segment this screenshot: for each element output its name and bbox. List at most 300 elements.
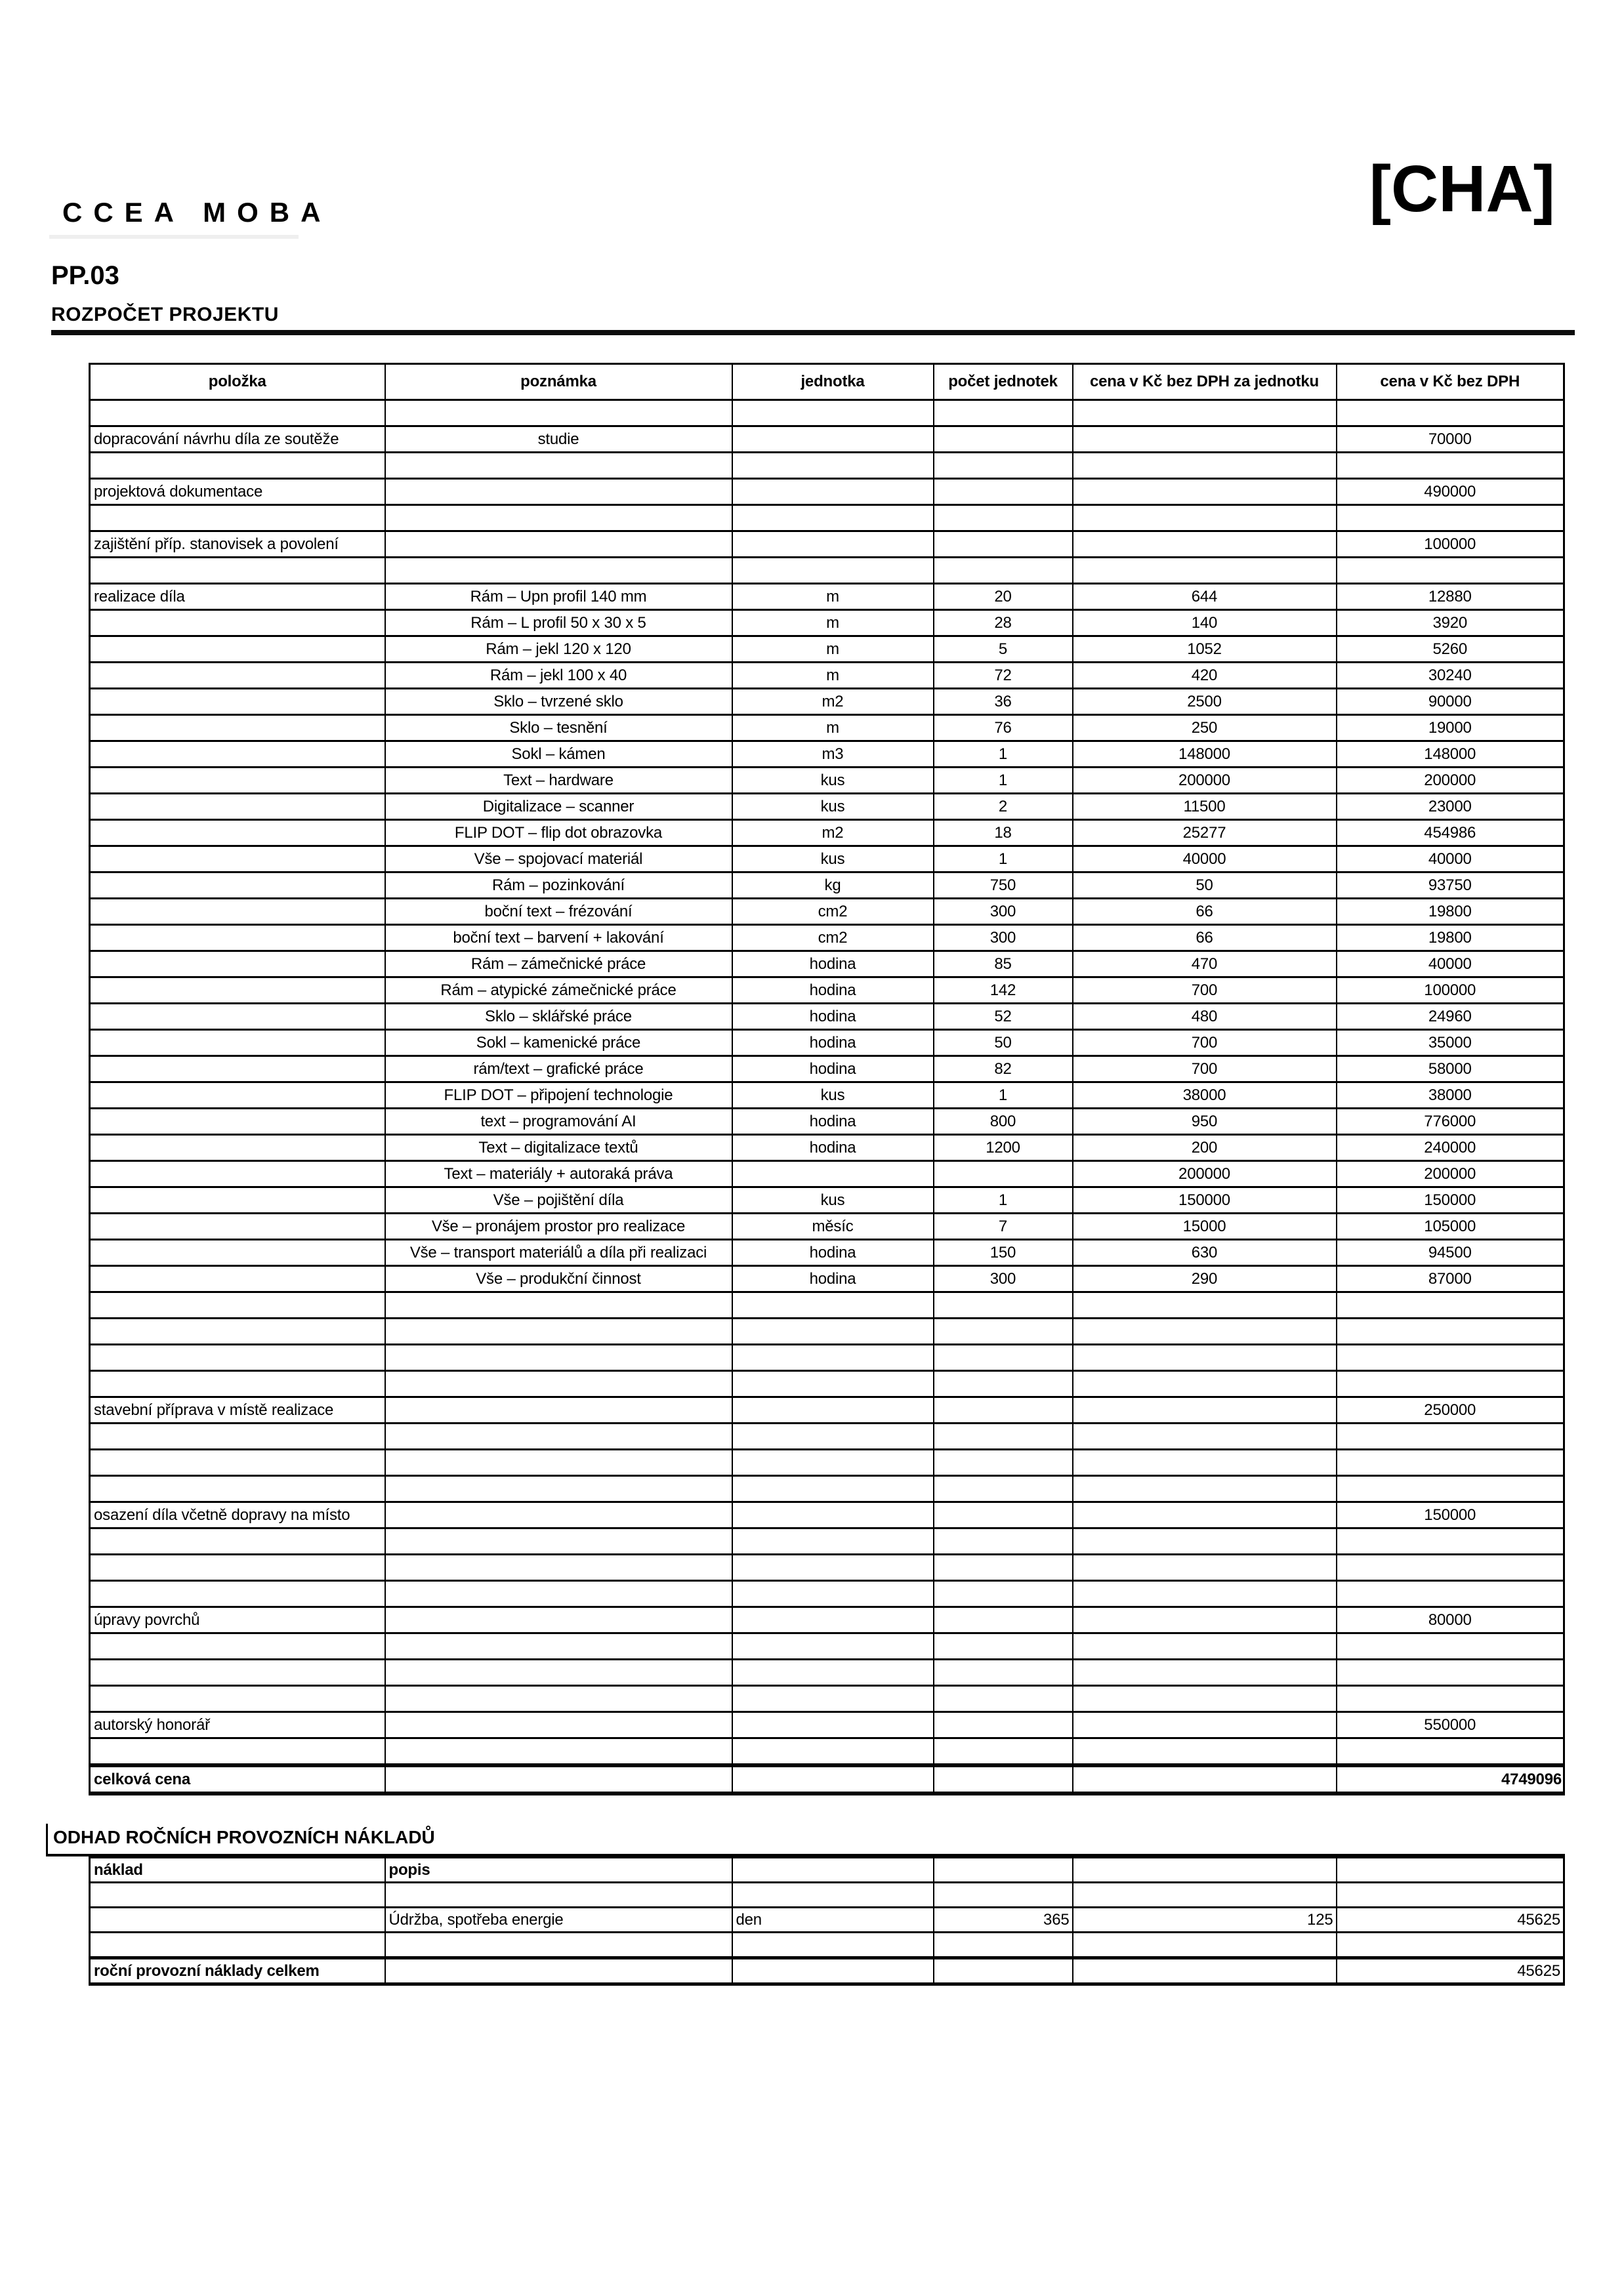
budget-cell <box>90 820 385 846</box>
budget-row <box>90 1056 1564 1082</box>
budget-column-header: cena v Kč bez DPH <box>1337 364 1564 400</box>
budget-cell: cm2 <box>732 925 934 951</box>
budget-cell <box>385 531 732 558</box>
budget-cell <box>1337 1292 1564 1319</box>
budget-cell: hodina <box>732 951 934 977</box>
budget-cell: 28 <box>934 610 1073 636</box>
budget-cell <box>732 1555 934 1581</box>
budget-cell: 142 <box>934 977 1073 1004</box>
budget-cell <box>1073 1633 1337 1660</box>
budget-row <box>90 1502 1564 1528</box>
budget-cell: 76 <box>934 715 1073 741</box>
budget-cell: 700 <box>1073 1056 1337 1082</box>
budget-cell <box>934 505 1073 531</box>
ops-cell <box>934 1883 1073 1908</box>
ops-cell <box>934 1933 1073 1958</box>
budget-cell <box>90 1660 385 1686</box>
budget-cell <box>732 1161 934 1187</box>
ops-cell <box>385 1933 732 1958</box>
budget-total-cell <box>934 1765 1073 1794</box>
budget-cell <box>1073 453 1337 479</box>
budget-row <box>90 1266 1564 1292</box>
budget-cell: 300 <box>934 899 1073 925</box>
budget-cell <box>1337 1450 1564 1476</box>
budget-total-row <box>90 1765 1564 1794</box>
budget-row <box>90 1476 1564 1502</box>
budget-cell: Rám – zámečnické práce <box>385 951 732 977</box>
operating-costs-table-body <box>90 1858 1564 1984</box>
budget-cell <box>90 1056 385 1082</box>
budget-row <box>90 1161 1564 1187</box>
ops-total-cell <box>1073 1958 1337 1984</box>
budget-cell: 454986 <box>1337 820 1564 846</box>
budget-cell: boční text – barvení + lakování <box>385 925 732 951</box>
budget-cell <box>732 479 934 505</box>
budget-cell: 950 <box>1073 1109 1337 1135</box>
budget-cell: Vše – pojištění díla <box>385 1187 732 1214</box>
budget-row <box>90 1135 1564 1161</box>
budget-cell: cm2 <box>732 899 934 925</box>
budget-cell <box>934 1528 1073 1555</box>
budget-cell: kus <box>732 768 934 794</box>
budget-cell <box>90 1450 385 1476</box>
budget-cell: Sklo – tesnění <box>385 715 732 741</box>
budget-cell: 93750 <box>1337 872 1564 899</box>
budget-cell: 80000 <box>1337 1607 1564 1633</box>
budget-total-cell <box>1073 1765 1337 1794</box>
budget-cell <box>732 1660 934 1686</box>
budget-cell <box>90 715 385 741</box>
budget-cell <box>1337 1660 1564 1686</box>
budget-cell <box>90 1292 385 1319</box>
budget-cell <box>1073 1607 1337 1633</box>
ops-header-cell <box>1073 1858 1337 1883</box>
budget-cell <box>732 1450 934 1476</box>
budget-cell: 2 <box>934 794 1073 820</box>
budget-cell <box>732 1528 934 1555</box>
budget-cell: Vše – produkční činnost <box>385 1266 732 1292</box>
budget-cell: 2500 <box>1073 689 1337 715</box>
budget-cell: 90000 <box>1337 689 1564 715</box>
budget-cell: 300 <box>934 925 1073 951</box>
budget-row <box>90 715 1564 741</box>
budget-cell <box>934 1397 1073 1424</box>
budget-cell: m2 <box>732 689 934 715</box>
budget-cell <box>934 1450 1073 1476</box>
budget-column-header: počet jednotek <box>934 364 1073 400</box>
budget-cell: Sokl – kámen <box>385 741 732 768</box>
budget-cell: úpravy povrchů <box>90 1607 385 1633</box>
budget-cell <box>934 1502 1073 1528</box>
ops-row <box>90 1883 1564 1908</box>
budget-cell: 25277 <box>1073 820 1337 846</box>
budget-cell: Sklo – sklářské práce <box>385 1004 732 1030</box>
budget-cell: 100000 <box>1337 531 1564 558</box>
budget-cell: 66 <box>1073 925 1337 951</box>
budget-cell: 5260 <box>1337 636 1564 663</box>
budget-total-cell: celková cena <box>90 1765 385 1794</box>
budget-row <box>90 689 1564 715</box>
budget-cell <box>934 1633 1073 1660</box>
budget-cell <box>385 1581 732 1607</box>
budget-row <box>90 663 1564 689</box>
brand-mark: [CHA] <box>1369 152 1555 226</box>
budget-cell: 1 <box>934 741 1073 768</box>
budget-row <box>90 1345 1564 1371</box>
budget-cell <box>1073 1686 1337 1712</box>
budget-cell: FLIP DOT – připojení technologie <box>385 1082 732 1109</box>
budget-row <box>90 1319 1564 1345</box>
budget-cell <box>732 1319 934 1345</box>
budget-cell <box>385 1345 732 1371</box>
budget-cell <box>90 899 385 925</box>
budget-cell: 100000 <box>1337 977 1564 1004</box>
budget-cell: kus <box>732 1187 934 1214</box>
budget-cell: 40000 <box>1073 846 1337 872</box>
budget-cell <box>732 1345 934 1371</box>
operating-costs-heading: ODHAD ROČNÍCH PROVOZNÍCH NÁKLADŮ <box>53 1827 435 1847</box>
budget-column-header: jednotka <box>732 364 934 400</box>
budget-cell <box>1337 1555 1564 1581</box>
budget-cell <box>1337 1686 1564 1712</box>
budget-cell: 1200 <box>934 1135 1073 1161</box>
budget-cell: zajištění příp. stanovisek a povolení <box>90 531 385 558</box>
budget-cell <box>732 1738 934 1766</box>
budget-row <box>90 1660 1564 1686</box>
ops-header-cell <box>732 1858 934 1883</box>
budget-cell: 36 <box>934 689 1073 715</box>
budget-cell <box>90 400 385 426</box>
budget-cell: 300 <box>934 1266 1073 1292</box>
budget-row <box>90 1240 1564 1266</box>
budget-cell: hodina <box>732 977 934 1004</box>
budget-row <box>90 899 1564 925</box>
budget-cell <box>1073 1528 1337 1555</box>
budget-cell: 200000 <box>1337 1161 1564 1187</box>
budget-row <box>90 558 1564 584</box>
ops-cell: 125 <box>1073 1908 1337 1933</box>
budget-cell <box>90 663 385 689</box>
budget-total-cell <box>732 1765 934 1794</box>
budget-cell: Sokl – kamenické práce <box>385 1030 732 1056</box>
logo: CCEA MOBA <box>62 197 332 228</box>
ops-cell <box>90 1933 385 1958</box>
logo-underline <box>49 235 299 239</box>
budget-row <box>90 505 1564 531</box>
budget-cell <box>732 1424 934 1450</box>
budget-cell: 150000 <box>1073 1187 1337 1214</box>
budget-cell: Rám – jekl 100 x 40 <box>385 663 732 689</box>
budget-cell: 250000 <box>1337 1397 1564 1424</box>
budget-cell <box>90 1004 385 1030</box>
budget-row <box>90 1581 1564 1607</box>
budget-cell: 52 <box>934 1004 1073 1030</box>
budget-cell: 40000 <box>1337 951 1564 977</box>
budget-cell: m <box>732 636 934 663</box>
budget-cell <box>1073 1712 1337 1738</box>
budget-cell <box>934 453 1073 479</box>
budget-row <box>90 636 1564 663</box>
budget-cell <box>732 426 934 453</box>
budget-row <box>90 584 1564 610</box>
budget-cell <box>934 1581 1073 1607</box>
budget-cell <box>385 1738 732 1766</box>
budget-cell <box>732 1686 934 1712</box>
budget-cell <box>90 689 385 715</box>
budget-cell <box>732 1633 934 1660</box>
budget-cell <box>385 1686 732 1712</box>
budget-cell <box>934 426 1073 453</box>
budget-cell <box>385 558 732 584</box>
budget-cell: Vše – transport materiálů a díla při realizaci <box>385 1240 732 1266</box>
budget-cell: Text – materiály + autoraká práva <box>385 1161 732 1187</box>
budget-cell: realizace díla <box>90 584 385 610</box>
budget-cell: 3920 <box>1337 610 1564 636</box>
budget-row <box>90 1712 1564 1738</box>
ops-cell <box>732 1883 934 1908</box>
budget-cell <box>90 951 385 977</box>
budget-cell: 200 <box>1073 1135 1337 1161</box>
budget-cell: studie <box>385 426 732 453</box>
budget-cell <box>934 1607 1073 1633</box>
operating-costs-table <box>89 1856 1565 1986</box>
budget-row <box>90 1292 1564 1319</box>
budget-cell: 140 <box>1073 610 1337 636</box>
ops-row <box>90 1933 1564 1958</box>
budget-cell: osazení díla včetně dopravy na místo <box>90 1502 385 1528</box>
budget-row <box>90 925 1564 951</box>
budget-row <box>90 768 1564 794</box>
budget-cell <box>732 1476 934 1502</box>
ops-total-cell <box>385 1958 732 1984</box>
budget-row <box>90 1082 1564 1109</box>
budget-cell <box>385 1712 732 1738</box>
budget-table-body <box>90 400 1564 1794</box>
budget-cell: Rám – jekl 120 x 120 <box>385 636 732 663</box>
budget-cell <box>1073 479 1337 505</box>
budget-row <box>90 1528 1564 1555</box>
budget-cell <box>1337 1738 1564 1766</box>
budget-cell: 420 <box>1073 663 1337 689</box>
budget-cell <box>934 1738 1073 1766</box>
budget-cell: 776000 <box>1337 1109 1564 1135</box>
budget-cell <box>934 1161 1073 1187</box>
budget-cell <box>90 1581 385 1607</box>
budget-row <box>90 1555 1564 1581</box>
budget-cell <box>1073 1424 1337 1450</box>
budget-cell <box>90 1109 385 1135</box>
ops-header-cell: popis <box>385 1858 732 1883</box>
budget-cell: 35000 <box>1337 1030 1564 1056</box>
budget-cell: 800 <box>934 1109 1073 1135</box>
budget-row <box>90 479 1564 505</box>
budget-row <box>90 1214 1564 1240</box>
budget-cell: 200000 <box>1073 1161 1337 1187</box>
budget-cell <box>732 453 934 479</box>
budget-cell <box>1073 1502 1337 1528</box>
budget-cell <box>90 1214 385 1240</box>
budget-cell: 66 <box>1073 899 1337 925</box>
budget-cell: kg <box>732 872 934 899</box>
ops-cell: Údržba, spotřeba energie <box>385 1908 732 1933</box>
ops-header-cell: náklad <box>90 1858 385 1883</box>
budget-cell: 200000 <box>1073 768 1337 794</box>
budget-cell <box>1073 505 1337 531</box>
budget-cell <box>732 1397 934 1424</box>
budget-cell: hodina <box>732 1030 934 1056</box>
budget-cell <box>385 1292 732 1319</box>
budget-cell <box>90 505 385 531</box>
budget-cell <box>385 1319 732 1345</box>
budget-cell: Sklo – tvrzené sklo <box>385 689 732 715</box>
budget-cell <box>1337 400 1564 426</box>
budget-cell: 87000 <box>1337 1266 1564 1292</box>
budget-cell: 240000 <box>1337 1135 1564 1161</box>
budget-cell <box>90 1633 385 1660</box>
budget-cell <box>90 1030 385 1056</box>
ops-total-cell <box>934 1958 1073 1984</box>
budget-cell <box>732 1502 934 1528</box>
budget-cell: hodina <box>732 1004 934 1030</box>
budget-cell: 750 <box>934 872 1073 899</box>
budget-row <box>90 872 1564 899</box>
budget-cell <box>90 1082 385 1109</box>
budget-total-cell <box>385 1765 732 1794</box>
budget-cell: m3 <box>732 741 934 768</box>
budget-row <box>90 400 1564 426</box>
budget-row <box>90 846 1564 872</box>
budget-cell: 1 <box>934 1082 1073 1109</box>
ops-header-cell <box>934 1858 1073 1883</box>
budget-cell <box>1337 558 1564 584</box>
budget-cell: 148000 <box>1073 741 1337 768</box>
budget-cell: Vše – spojovací materiál <box>385 846 732 872</box>
budget-cell <box>1073 1345 1337 1371</box>
budget-cell <box>1073 1660 1337 1686</box>
budget-cell: Text – digitalizace textů <box>385 1135 732 1161</box>
ops-row <box>90 1908 1564 1933</box>
budget-cell: měsíc <box>732 1214 934 1240</box>
budget-cell: m <box>732 715 934 741</box>
budget-row <box>90 1424 1564 1450</box>
budget-row <box>90 453 1564 479</box>
ops-total-cell: roční provozní náklady celkem <box>90 1958 385 1984</box>
budget-cell: 82 <box>934 1056 1073 1082</box>
budget-cell: m2 <box>732 820 934 846</box>
budget-cell: Rám – atypické zámečnické práce <box>385 977 732 1004</box>
budget-cell <box>732 1292 934 1319</box>
ops-total-cell <box>732 1958 934 1984</box>
budget-row <box>90 1030 1564 1056</box>
budget-cell <box>732 558 934 584</box>
budget-cell <box>934 1476 1073 1502</box>
budget-table <box>89 363 1565 1795</box>
budget-cell <box>732 1371 934 1397</box>
doc-code: PP.03 <box>51 261 119 290</box>
ops-cell: den <box>732 1908 934 1933</box>
budget-row <box>90 820 1564 846</box>
budget-cell: m <box>732 584 934 610</box>
budget-cell <box>1073 1738 1337 1766</box>
budget-cell <box>1073 1555 1337 1581</box>
ops-cell: 45625 <box>1337 1908 1564 1933</box>
budget-row <box>90 610 1564 636</box>
budget-cell: 150000 <box>1337 1187 1564 1214</box>
budget-cell: 200000 <box>1337 768 1564 794</box>
budget-cell <box>90 453 385 479</box>
budget-cell <box>90 1266 385 1292</box>
budget-cell <box>1073 1371 1337 1397</box>
budget-cell <box>90 1135 385 1161</box>
budget-cell: hodina <box>732 1240 934 1266</box>
budget-column-header: poznámka <box>385 364 732 400</box>
title-rule <box>51 330 1575 335</box>
budget-cell <box>90 1240 385 1266</box>
budget-cell: 20 <box>934 584 1073 610</box>
budget-cell: autorský honorář <box>90 1712 385 1738</box>
budget-cell: 148000 <box>1337 741 1564 768</box>
budget-cell: 630 <box>1073 1240 1337 1266</box>
budget-cell: 7 <box>934 1214 1073 1240</box>
budget-cell: 30240 <box>1337 663 1564 689</box>
budget-cell <box>385 1476 732 1502</box>
budget-cell <box>90 636 385 663</box>
budget-cell: 18 <box>934 820 1073 846</box>
budget-cell: 290 <box>1073 1266 1337 1292</box>
budget-cell: 50 <box>934 1030 1073 1056</box>
budget-cell <box>934 1371 1073 1397</box>
budget-cell <box>732 505 934 531</box>
page-title: ROZPOČET PROJEKTU <box>51 304 279 325</box>
budget-cell <box>934 1319 1073 1345</box>
budget-row <box>90 1450 1564 1476</box>
budget-cell: 23000 <box>1337 794 1564 820</box>
budget-cell: 12880 <box>1337 584 1564 610</box>
budget-cell <box>1337 1581 1564 1607</box>
budget-cell: Vše – pronájem prostor pro realizace <box>385 1214 732 1240</box>
budget-cell <box>1073 1319 1337 1345</box>
budget-cell: hodina <box>732 1266 934 1292</box>
budget-cell <box>1337 1345 1564 1371</box>
budget-row <box>90 1187 1564 1214</box>
budget-cell: 550000 <box>1337 1712 1564 1738</box>
budget-cell <box>385 505 732 531</box>
budget-cell: 85 <box>934 951 1073 977</box>
budget-row <box>90 1738 1564 1766</box>
budget-cell: Rám – Upn profil 140 mm <box>385 584 732 610</box>
budget-cell <box>90 1319 385 1345</box>
budget-header-row <box>90 364 1564 400</box>
budget-cell: 150000 <box>1337 1502 1564 1528</box>
ops-cell <box>1073 1883 1337 1908</box>
ops-cell <box>1337 1883 1564 1908</box>
budget-cell <box>934 1292 1073 1319</box>
budget-cell <box>90 1476 385 1502</box>
budget-cell <box>90 925 385 951</box>
budget-cell: 105000 <box>1337 1214 1564 1240</box>
budget-cell <box>1337 1476 1564 1502</box>
budget-cell: Rám – pozinkování <box>385 872 732 899</box>
budget-cell: projektová dokumentace <box>90 479 385 505</box>
budget-row <box>90 1686 1564 1712</box>
ops-cell <box>90 1908 385 1933</box>
budget-cell <box>1337 1528 1564 1555</box>
budget-cell: 700 <box>1073 977 1337 1004</box>
budget-row <box>90 1004 1564 1030</box>
budget-cell <box>90 977 385 1004</box>
budget-cell: 644 <box>1073 584 1337 610</box>
budget-cell: 19000 <box>1337 715 1564 741</box>
